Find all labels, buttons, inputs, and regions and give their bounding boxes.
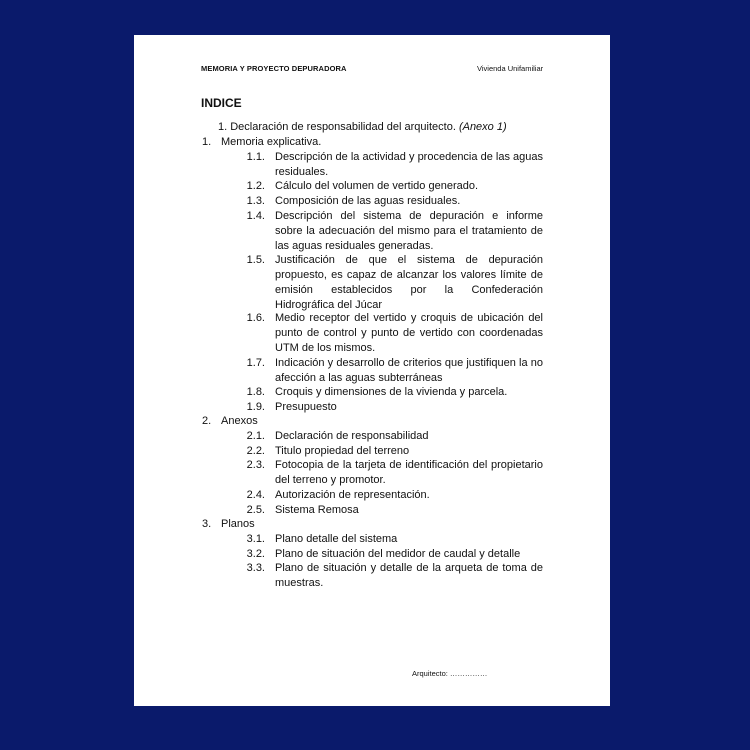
item-text: Justificación de que el sistema de depuración propuesto, es capaz de alcanzar los valores límite de emisión establecidos por la Confederación Hidrográfica del Júcar bbox=[275, 253, 543, 311]
item-text: Medio receptor del vertido y croquis de ubicación del punto de control y punto de vertido con coordenadas UTM de los mismos. bbox=[275, 312, 543, 355]
item-text: Titulo propiedad del terreno bbox=[275, 444, 410, 457]
section-number: 2. bbox=[202, 415, 212, 428]
architect-signature: Arquitecto: …………… bbox=[412, 669, 488, 678]
item-text: Croquis y dimensiones de la vivienda y parcela. bbox=[275, 385, 508, 398]
section-label: Planos bbox=[221, 518, 255, 531]
item-text: Declaración de responsabilidad bbox=[275, 430, 429, 442]
item-text: Cálculo del volumen de vertido generado. bbox=[275, 180, 479, 193]
item-number: 3.1. bbox=[246, 532, 265, 545]
item-text: Composición de las aguas residuales. bbox=[275, 194, 461, 207]
intro-annex: (Anexo 1) bbox=[458, 121, 507, 133]
item-number: 1.7. bbox=[246, 356, 265, 369]
item-number: 1.9. bbox=[246, 400, 265, 413]
header-title: MEMORIA Y PROYECTO DEPURADORA bbox=[201, 64, 347, 73]
item-number: 1.3. bbox=[246, 194, 265, 207]
item-number: 1.4. bbox=[246, 209, 265, 222]
item-text: Plano de situación del medidor de caudal y detalle bbox=[275, 547, 521, 560]
item-text: Descripción de la actividad y procedencia de las aguas residuales. bbox=[275, 150, 543, 178]
item-number: 1.6. bbox=[246, 312, 265, 325]
section-number: 1. bbox=[202, 136, 212, 148]
item-number: 2.4. bbox=[246, 488, 265, 501]
item-text: Presupuesto bbox=[275, 400, 337, 413]
item-number: 1.2. bbox=[246, 180, 265, 193]
item-number: 2.3. bbox=[246, 459, 265, 472]
section-number: 3. bbox=[202, 518, 212, 531]
item-text: Sistema Remosa bbox=[275, 503, 359, 516]
item-text: Fotocopia de la tarjeta de identificación del propietario del terreno y promotor. bbox=[275, 459, 543, 487]
intro-line bbox=[218, 120, 507, 135]
item-text: Indicación y desarrollo de criterios que justifiquen la no afección a las aguas subterráneas bbox=[275, 356, 543, 384]
item-number: 1.5. bbox=[246, 253, 265, 266]
item-number: 2.2. bbox=[246, 444, 265, 457]
item-number: 2.1. bbox=[246, 430, 265, 442]
item-text: Descripción del sistema de depuración e informe sobre la adecuación del mismo para el tratamiento de las aguas residuales generadas. bbox=[275, 209, 543, 252]
document-page bbox=[134, 35, 610, 706]
header-subtitle: Vivienda Unifamiliar bbox=[477, 64, 544, 73]
section-label: Memoria explicativa. bbox=[221, 136, 322, 148]
item-text: Plano detalle del sistema bbox=[275, 532, 398, 545]
item-number: 1.8. bbox=[246, 385, 265, 398]
section-label: Anexos bbox=[221, 415, 258, 428]
page-title: INDICE bbox=[201, 96, 242, 110]
item-number: 3.2. bbox=[246, 547, 265, 560]
intro-text: 1. Declaración de responsabilidad del arquitecto. bbox=[218, 121, 456, 133]
item-text: Plano de situación y detalle de la arqueta de toma de muestras. bbox=[275, 562, 543, 590]
item-number: 3.3. bbox=[246, 562, 265, 575]
item-number: 1.1. bbox=[246, 150, 265, 163]
item-number: 2.5. bbox=[246, 503, 265, 516]
item-text: Autorización de representación. bbox=[275, 488, 430, 501]
